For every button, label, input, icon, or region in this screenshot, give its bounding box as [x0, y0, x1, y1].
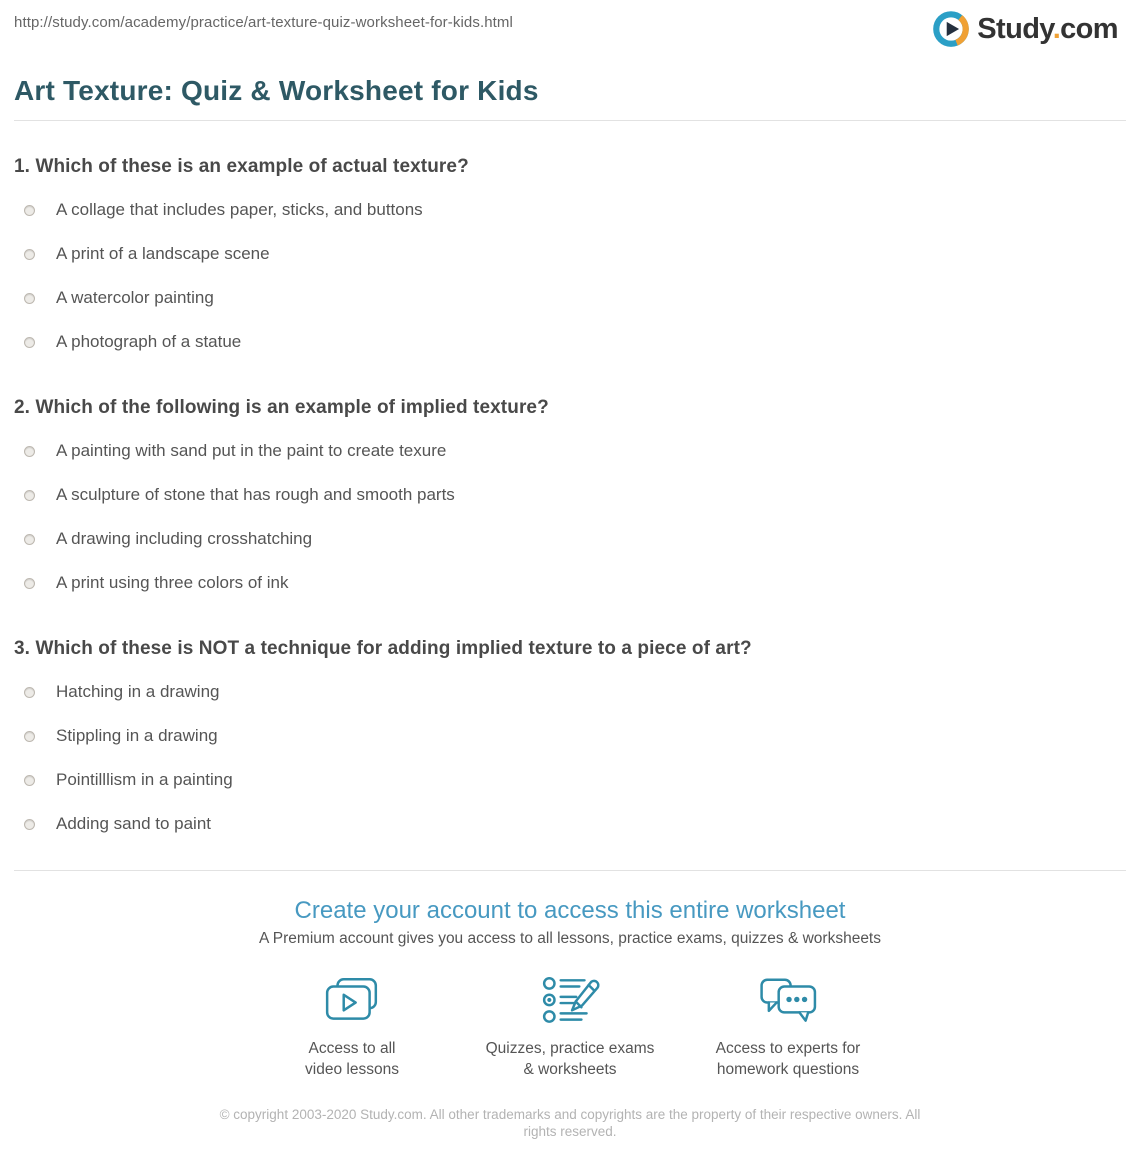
quiz-questions: [0, 156, 1140, 846]
question-1-option-3[interactable]: [14, 276, 1126, 320]
feature-video-lessons: [243, 975, 461, 1080]
studycom-wordmark: Study.com: [977, 13, 1118, 45]
question-2-option-1[interactable]: [14, 429, 1126, 473]
radio-button[interactable]: [24, 775, 35, 786]
premium-description: A Premium account gives you access to all lessons, practice exams, quizzes & worksheets: [259, 930, 881, 947]
question-3-option-1[interactable]: [14, 670, 1126, 714]
create-account-link[interactable]: Create your account to access this entire worksheet: [294, 897, 846, 924]
studycom-logo[interactable]: [932, 10, 1118, 48]
question-2: [14, 397, 1126, 605]
video-lessons-icon: [243, 975, 461, 1033]
option-label: A photograph of a statue: [56, 332, 242, 351]
option-label: A print using three colors of ink: [56, 573, 289, 592]
question-2-option-4[interactable]: [14, 561, 1126, 605]
title-divider: [14, 120, 1126, 121]
studycom-play-icon: [932, 10, 970, 48]
feature-label: Quizzes, practice exams & worksheets: [485, 1040, 655, 1078]
question-3-heading: 3. Which of these is NOT a technique for adding implied texture to a piece of art?: [14, 638, 752, 659]
radio-button[interactable]: [24, 249, 35, 260]
question-3-options: [14, 670, 1126, 846]
chat-experts-icon: [679, 975, 897, 1033]
option-label: A collage that includes paper, sticks, and buttons: [56, 200, 423, 219]
option-label: Hatching in a drawing: [56, 682, 220, 701]
quiz-worksheet-icon: [461, 975, 679, 1033]
page-title: Art Texture: Quiz & Worksheet for Kids: [14, 75, 539, 106]
feature-label: Access to experts for homework questions: [715, 1040, 861, 1078]
question-1-option-1[interactable]: [14, 188, 1126, 232]
question-2-options: [14, 429, 1126, 605]
radio-button[interactable]: [24, 446, 35, 457]
radio-button[interactable]: [24, 578, 35, 589]
radio-button[interactable]: [24, 534, 35, 545]
radio-button[interactable]: [24, 490, 35, 501]
radio-button[interactable]: [24, 205, 35, 216]
question-1-option-2[interactable]: [14, 232, 1126, 276]
question-1-option-4[interactable]: [14, 320, 1126, 364]
radio-button[interactable]: [24, 819, 35, 830]
feature-homework-experts: [679, 975, 897, 1080]
option-label: A watercolor painting: [56, 288, 214, 307]
question-3: [14, 638, 1126, 846]
question-1: [14, 156, 1126, 364]
feature-list: [0, 975, 1140, 1080]
radio-button[interactable]: [24, 337, 35, 348]
question-1-heading: 1. Which of these is an example of actual texture?: [14, 156, 469, 177]
question-3-option-3[interactable]: [14, 758, 1126, 802]
question-2-heading: 2. Which of the following is an example of implied texture?: [14, 397, 549, 418]
radio-button[interactable]: [24, 293, 35, 304]
radio-button[interactable]: [24, 731, 35, 742]
question-3-option-2[interactable]: [14, 714, 1126, 758]
feature-label: Access to all video lessons: [305, 1040, 399, 1078]
page-header: [0, 0, 1140, 54]
section-divider: [14, 870, 1126, 871]
option-label: A print of a landscape scene: [56, 244, 270, 263]
feature-quizzes-worksheets: [461, 975, 679, 1080]
option-label: A painting with sand put in the paint to create texure: [56, 441, 447, 460]
page-url: http://study.com/academy/practice/art-texture-quiz-worksheet-for-kids.html: [14, 14, 513, 31]
copyright-notice: © copyright 2003-2020 Study.com. All other trademarks and copyrights are the property of their respective owners. All rights reserved.: [219, 1107, 921, 1139]
radio-button[interactable]: [24, 687, 35, 698]
question-1-options: [14, 188, 1126, 364]
option-label: Adding sand to paint: [56, 814, 212, 833]
option-label: Stippling in a drawing: [56, 726, 218, 745]
question-2-option-2[interactable]: [14, 473, 1126, 517]
question-2-option-3[interactable]: [14, 517, 1126, 561]
option-label: A sculpture of stone that has rough and smooth parts: [56, 485, 455, 504]
option-label: Pointilllism in a painting: [56, 770, 233, 789]
question-3-option-4[interactable]: [14, 802, 1126, 846]
option-label: A drawing including crosshatching: [56, 529, 313, 548]
cta-section: [0, 895, 1140, 1080]
